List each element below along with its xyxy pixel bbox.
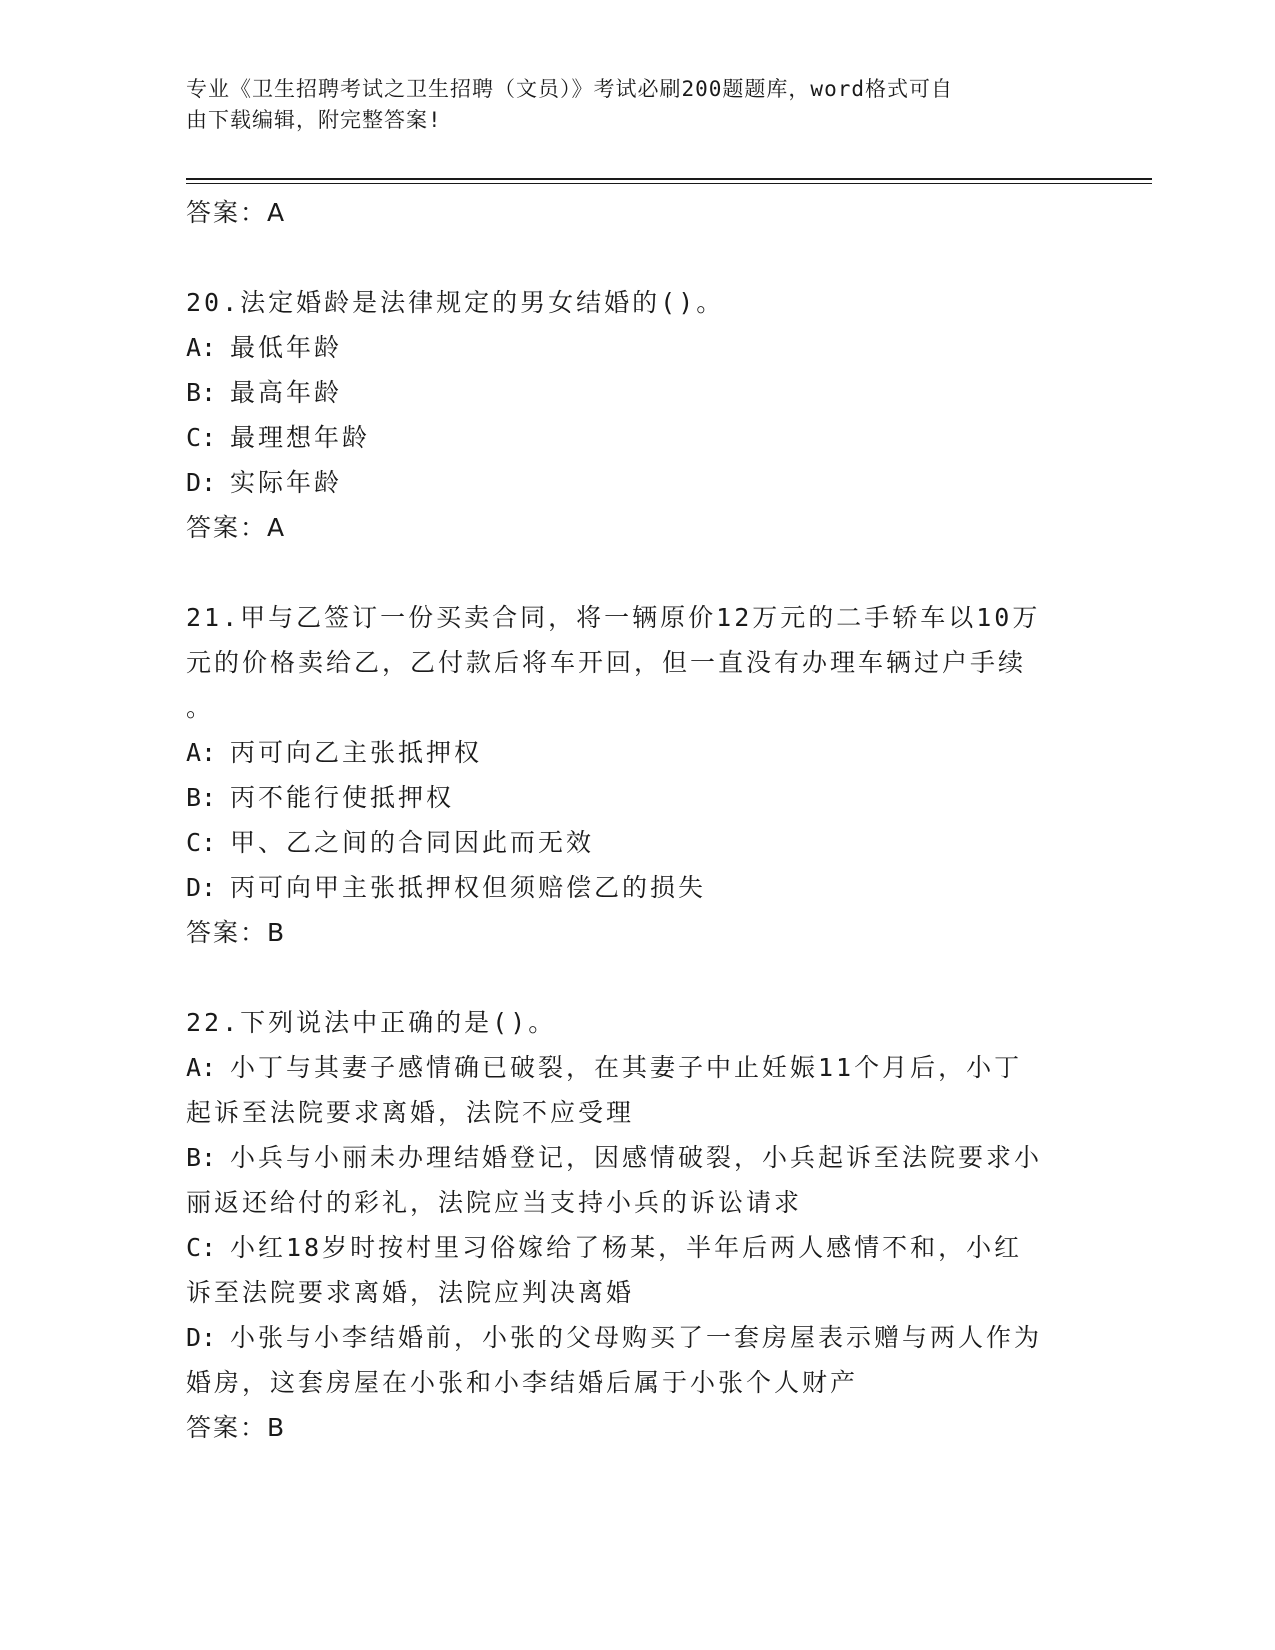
option-c <box>186 1225 1086 1270</box>
option-a <box>186 1045 1086 1090</box>
question-list <box>186 190 1086 1450</box>
option-d <box>186 1315 1086 1360</box>
option-text: 丙可向甲主张抵押权但须赔偿乙的损失 <box>230 873 707 902</box>
option-text: 小兵与小丽未办理结婚登记，因感情破裂，小兵起诉至法院要求小 <box>230 1143 1043 1172</box>
option-b <box>186 775 1086 820</box>
option-label: C: <box>186 828 217 857</box>
option-label: B: <box>186 1143 217 1172</box>
header-line-2: 由下载编辑，附完整答案! <box>186 108 442 132</box>
question-block <box>186 280 1086 550</box>
option-label: D: <box>186 468 217 497</box>
option-b <box>186 1135 1086 1180</box>
question-text: 22.下列说法中正确的是()。 <box>186 1008 557 1037</box>
option-text: 丙可向乙主张抵押权 <box>230 738 483 767</box>
answer-line: 答案：B <box>186 918 287 947</box>
header-divider-thin <box>186 183 1152 184</box>
answer-line: 答案：B <box>186 1413 287 1442</box>
option-label: B: <box>186 783 217 812</box>
question-block <box>186 595 1086 955</box>
option-label: C: <box>186 423 217 452</box>
question-text: 21.甲与乙签订一份买卖合同，将一辆原价12万元的二手轿车以10万 <box>186 603 1041 632</box>
option-d-continued: 婚房，这套房屋在小张和小李结婚后属于小张个人财产 <box>186 1368 859 1397</box>
question-text: 20.法定婚龄是法律规定的男女结婚的()。 <box>186 288 725 317</box>
header-divider-thick <box>186 178 1152 180</box>
option-d <box>186 865 1086 910</box>
option-label: A: <box>186 1053 217 1082</box>
option-c-continued: 诉至法院要求离婚，法院应判决离婚 <box>186 1278 635 1307</box>
question-text-continued: 元的价格卖给乙，乙付款后将车开回，但一直没有办理车辆过户手续 <box>186 648 1027 677</box>
option-text: 甲、乙之间的合同因此而无效 <box>230 828 595 857</box>
option-label: A: <box>186 333 217 362</box>
spacer <box>186 550 1086 595</box>
option-text: 最理想年龄 <box>230 423 371 452</box>
document-header <box>186 74 1066 136</box>
spacer <box>186 235 1086 280</box>
option-a-continued: 起诉至法院要求离婚，法院不应受理 <box>186 1098 635 1127</box>
option-label: D: <box>186 873 217 902</box>
option-text: 小丁与其妻子感情确已破裂，在其妻子中止妊娠11个月后，小丁 <box>230 1053 1023 1082</box>
option-text: 最低年龄 <box>230 333 343 362</box>
option-label: C: <box>186 1233 217 1262</box>
answer-line: 答案：A <box>186 198 287 227</box>
option-text: 最高年龄 <box>230 378 343 407</box>
header-line-1: 专业《卫生招聘考试之卫生招聘（文员）》考试必刷200题题库，word格式可自 <box>186 77 953 101</box>
answer-line: 答案：A <box>186 513 287 542</box>
option-label: B: <box>186 378 217 407</box>
option-a <box>186 325 1086 370</box>
option-b-continued: 丽返还给付的彩礼，法院应当支持小兵的诉讼请求 <box>186 1188 803 1217</box>
option-a <box>186 730 1086 775</box>
option-text: 小张与小李结婚前，小张的父母购买了一套房屋表示赠与两人作为 <box>230 1323 1043 1352</box>
spacer <box>186 955 1086 1000</box>
option-c <box>186 820 1086 865</box>
option-c <box>186 415 1086 460</box>
option-label: A: <box>186 738 217 767</box>
option-b <box>186 370 1086 415</box>
question-text-continued: 。 <box>186 693 215 722</box>
option-d <box>186 460 1086 505</box>
option-text: 小红18岁时按村里习俗嫁给了杨某，半年后两人感情不和，小红 <box>230 1233 1023 1262</box>
option-text: 丙不能行使抵押权 <box>230 783 455 812</box>
option-label: D: <box>186 1323 217 1352</box>
question-block <box>186 1000 1086 1450</box>
option-text: 实际年龄 <box>230 468 343 497</box>
